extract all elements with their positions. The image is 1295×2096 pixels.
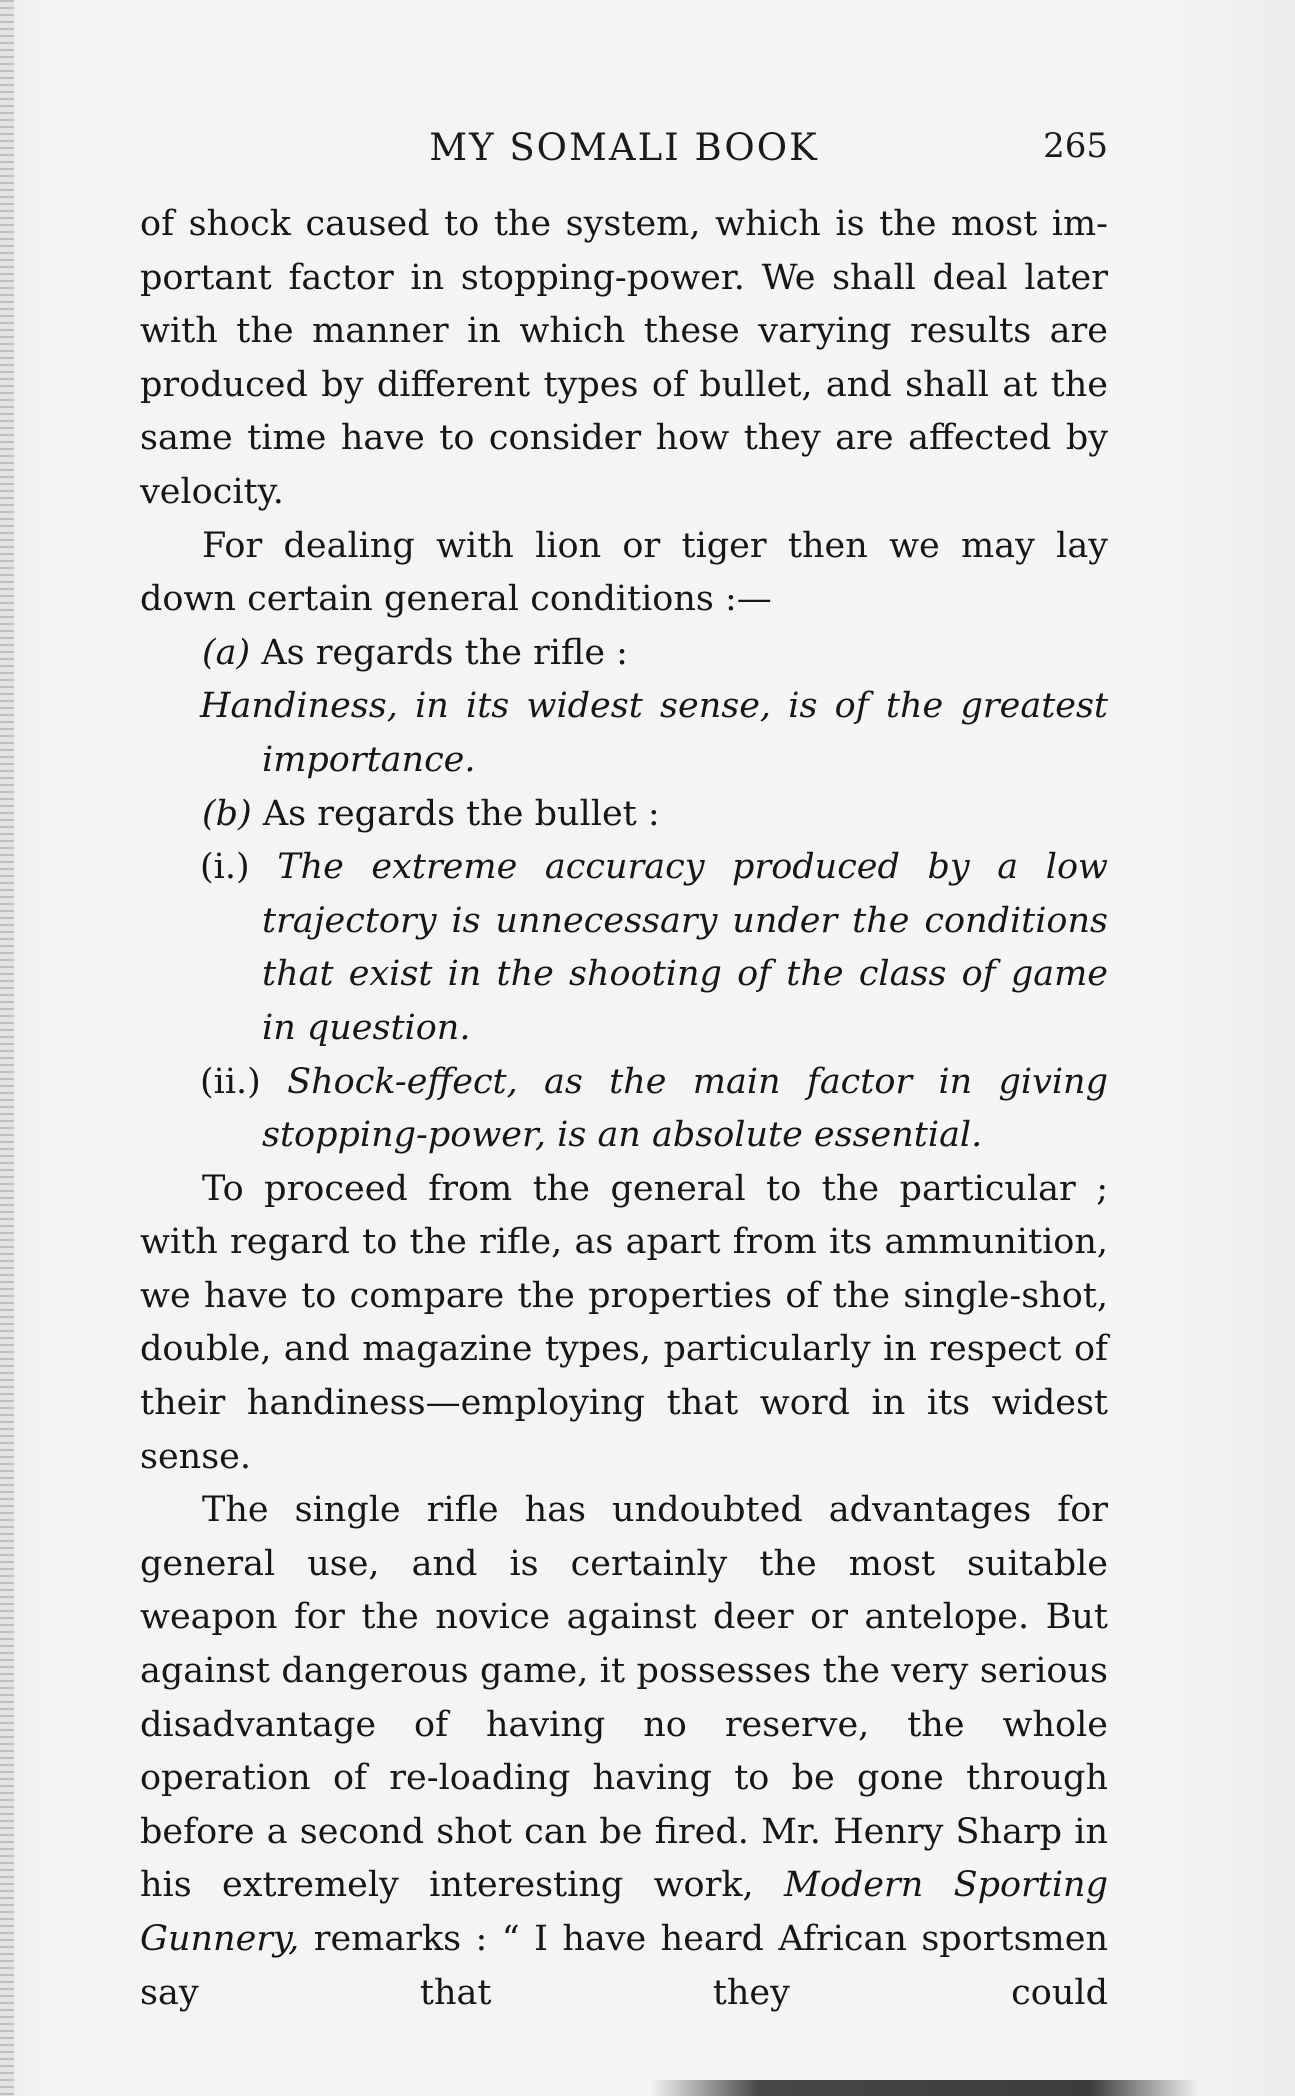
- paragraph-conditions-intro: For dealing with lion or tiger then we may lay down certain general conditions :—: [140, 525, 1108, 620]
- condition-a-statement: Handiness, in its widest sense, is of the greatest importance.: [200, 686, 1108, 780]
- single-rifle-text: The single rifle has undoubted advantages for general use, and is certainly the most suitable weapon for the novice against deer or antelope. But against dangerous game, it possesses the very serious disadvantage of having no reserve, the whole operation of re-loading having to be gone through before a second shot can be fired. Mr. Henry Sharp in his extremely interesting work,: [140, 1490, 1108, 1906]
- page-binding-edge: [0, 0, 14, 2096]
- single-rifle-quote-start: remarks : “ I have heard African sportsmen say that they could: [140, 1919, 1108, 2013]
- running-title: MY SOMALI BOOK: [429, 126, 819, 169]
- condition-a-mark: (a): [202, 632, 251, 673]
- paragraph-rifle-types: To proceed from the general to the particular ; with regard to the rifle, as apart from its ammunition, we have to compare the properties of the single-shot, double, and magazine types, particularly in respect of their handiness—employing that word in its widest sense.: [140, 1168, 1108, 1477]
- paragraph-single-rifle: [140, 1484, 1108, 2020]
- page-number: 265: [1043, 126, 1108, 166]
- body-text: [140, 198, 1108, 2020]
- book-title-citation: Modern Sporting Gunnery,: [140, 1865, 1108, 1959]
- condition-b-ii-text: Shock-effect, as the main factor in giving stopping-power, is an absolute essential.: [262, 1061, 1108, 1156]
- condition-a-heading: [140, 627, 1108, 681]
- condition-b-i-text: The extreme accuracy produced by a low trajectory is unnecessary under the conditions that exist in the shooting of the class of game in question.: [262, 847, 1108, 1048]
- page-header: [140, 126, 1108, 176]
- condition-b-i: [140, 841, 1108, 1055]
- condition-b-ii-mark: (ii.): [200, 1061, 261, 1102]
- condition-b-mark: (b): [202, 793, 252, 834]
- paragraph-continuation: of shock caused to the system, which is the most important factor in stopping-power. We shall deal later with the manner in which these varying results are produced by different types of bullet, and shall at the same time have to consider how they are affected by velocity.: [140, 204, 1108, 512]
- condition-b-ii: [140, 1056, 1108, 1163]
- condition-b-text: As regards the bullet :: [262, 793, 660, 834]
- bottom-edge-shadow: [650, 2080, 1200, 2096]
- condition-b-heading: [140, 788, 1108, 842]
- condition-b-i-mark: (i.): [200, 847, 250, 888]
- condition-a-text: As regards the rifle :: [261, 632, 628, 673]
